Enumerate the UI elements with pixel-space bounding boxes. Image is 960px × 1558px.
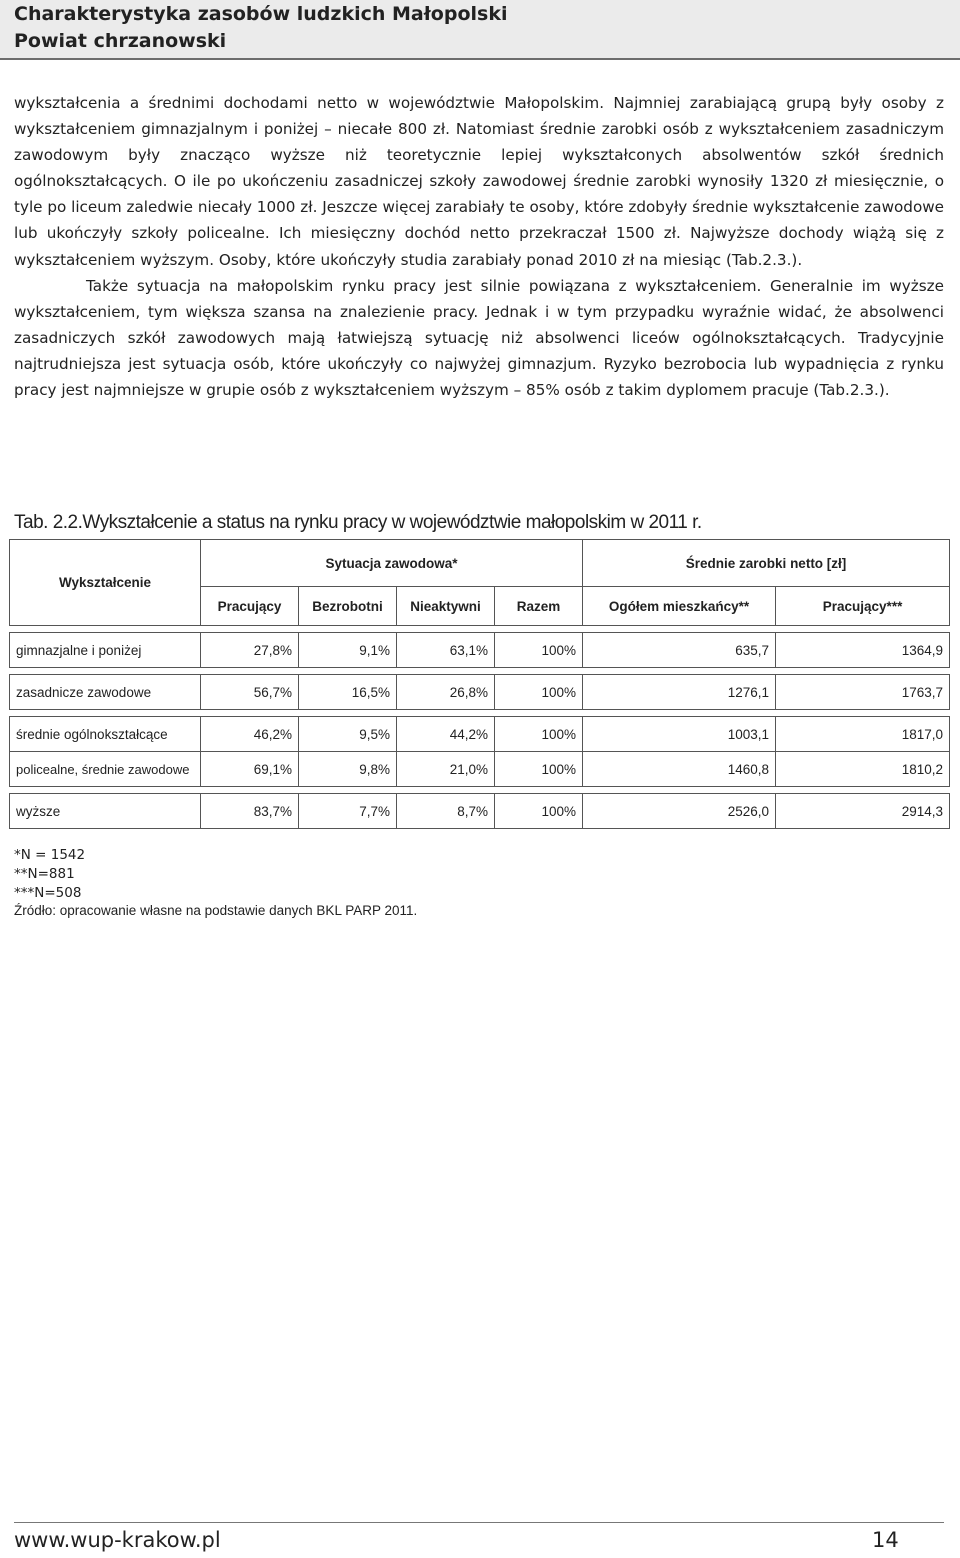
cell: 63,1%: [397, 633, 495, 668]
header-col: Pracujący***: [776, 587, 950, 626]
cell: 100%: [495, 752, 583, 787]
cell: 9,1%: [299, 633, 397, 668]
cell: 1810,2: [776, 752, 950, 787]
header-education: Wykształcenie: [10, 540, 201, 626]
header-col: Bezrobotni: [299, 587, 397, 626]
cell: 2914,3: [776, 794, 950, 829]
table-row: [10, 633, 950, 668]
row-label: wyższe: [10, 794, 201, 829]
row-gap: [10, 668, 950, 675]
row-gap: [10, 626, 950, 633]
cell: 1817,0: [776, 717, 950, 752]
row-label: gimnazjalne i poniżej: [10, 633, 201, 668]
cell: 83,7%: [201, 794, 299, 829]
paragraph-2: Także sytuacja na małopolskim rynku pracy jest silnie powiązana z wykształceniem. Generalnie im wyższe wykształceniem, tym większa szansa na znalezienie pracy. Jednak i w tym przypadku wyraźnie widać, że absolwenci zasadniczych szkół zawodowych mają łatwiejszą sytuację niż absolwenci liceów ogólnokształcących. Tradycyjnie najtrudniejsza jest sytuacja osób, które ukończyły co najwyżej gimnazjum. Ryzyko bezrobocia lub wypadnięcia z rynku pracy jest najmniejsze w grupie osób z wykształceniem wyższym – 85% osób z takim dyplomem pracuje (Tab.2.3.).: [14, 276, 944, 400]
row-label: policealne, średnie zawodowe: [10, 752, 201, 787]
footer-divider: [14, 1522, 944, 1523]
cell: 1460,8: [583, 752, 776, 787]
table-row: [10, 675, 950, 710]
row-label: zasadnicze zawodowe: [10, 675, 201, 710]
cell: 2526,0: [583, 794, 776, 829]
header-col: Nieaktywni: [397, 587, 495, 626]
table-row: [10, 794, 950, 829]
cell: 100%: [495, 633, 583, 668]
footer-url-link[interactable]: www.wup-krakow.pl: [14, 1528, 221, 1552]
row-gap: [10, 787, 950, 794]
cell: 100%: [495, 717, 583, 752]
cell: 27,8%: [201, 633, 299, 668]
page-number: 14: [872, 1528, 899, 1552]
note-item: *N = 1542: [14, 847, 86, 863]
body-text: [14, 90, 944, 403]
cell: 8,7%: [397, 794, 495, 829]
header-title: Charakterystyka zasobów ludzkich Małopolski: [14, 3, 508, 25]
header-subtitle: Powiat chrzanowski: [14, 30, 227, 52]
cell: 69,1%: [201, 752, 299, 787]
header-income-group: Średnie zarobki netto [zł]: [583, 540, 950, 587]
cell: 56,7%: [201, 675, 299, 710]
header-col: Pracujący: [201, 587, 299, 626]
table-source: Źródło: opracowanie własne na podstawie danych BKL PARP 2011.: [14, 903, 418, 918]
paragraph-1: wykształcenia a średnimi dochodami netto w województwie Małopolskim. Najmniej zarabiającą grupą były osoby z wykształceniem gimnazjalnym i poniżej – niecałe 800 zł. Natomiast średnie zarobki osób z wykształceniem zasadniczym zawodowym były znacząco wyższe niż teoretycznie lepiej wykształconych absolwentów szkół średnich ogólnokształcących. O ile po ukończeniu zasadniczej szkoły zawodowej średnie zarobki wynosiły 1320 zł miesięcznie, o tyle po liceum zaledwie niecały 1000 zł. Jeszcze więcej zarabiały te osoby, które zdobyły średnie wykształcenie zawodowe lub ukończyły szkoły policealne. Ich miesięczny dochód netto przekraczał 1500 zł. Najwyższe dochody wiążą się z wykształceniem wyższym. Osoby, które ukończyły studia zarabiały ponad 2010 zł na miesiąc (Tab.2.3.).: [14, 94, 944, 269]
cell: 16,5%: [299, 675, 397, 710]
cell: 635,7: [583, 633, 776, 668]
table-notes: [14, 846, 85, 903]
note-item: ***N=508: [14, 885, 82, 901]
cell: 9,5%: [299, 717, 397, 752]
cell: 100%: [495, 794, 583, 829]
cell: 26,8%: [397, 675, 495, 710]
row-label: średnie ogólnokształcące: [10, 717, 201, 752]
cell: 9,8%: [299, 752, 397, 787]
cell: 1003,1: [583, 717, 776, 752]
cell: 100%: [495, 675, 583, 710]
education-table: [9, 539, 950, 829]
header-status-group: Sytuacja zawodowa*: [201, 540, 583, 587]
header-col: Razem: [495, 587, 583, 626]
cell: 44,2%: [397, 717, 495, 752]
cell: 7,7%: [299, 794, 397, 829]
cell: 1276,1: [583, 675, 776, 710]
table-caption: Tab. 2.2.Wykształcenie a status na rynku pracy w województwie małopolskim w 2011 r.: [14, 512, 702, 533]
cell: 21,0%: [397, 752, 495, 787]
table-row: [10, 717, 950, 752]
page-header: [0, 0, 960, 60]
table-row: [10, 752, 950, 787]
header-col: Ogółem mieszkańcy**: [583, 587, 776, 626]
cell: 46,2%: [201, 717, 299, 752]
note-item: **N=881: [14, 866, 75, 882]
cell: 1364,9: [776, 633, 950, 668]
cell: 1763,7: [776, 675, 950, 710]
row-gap: [10, 710, 950, 717]
